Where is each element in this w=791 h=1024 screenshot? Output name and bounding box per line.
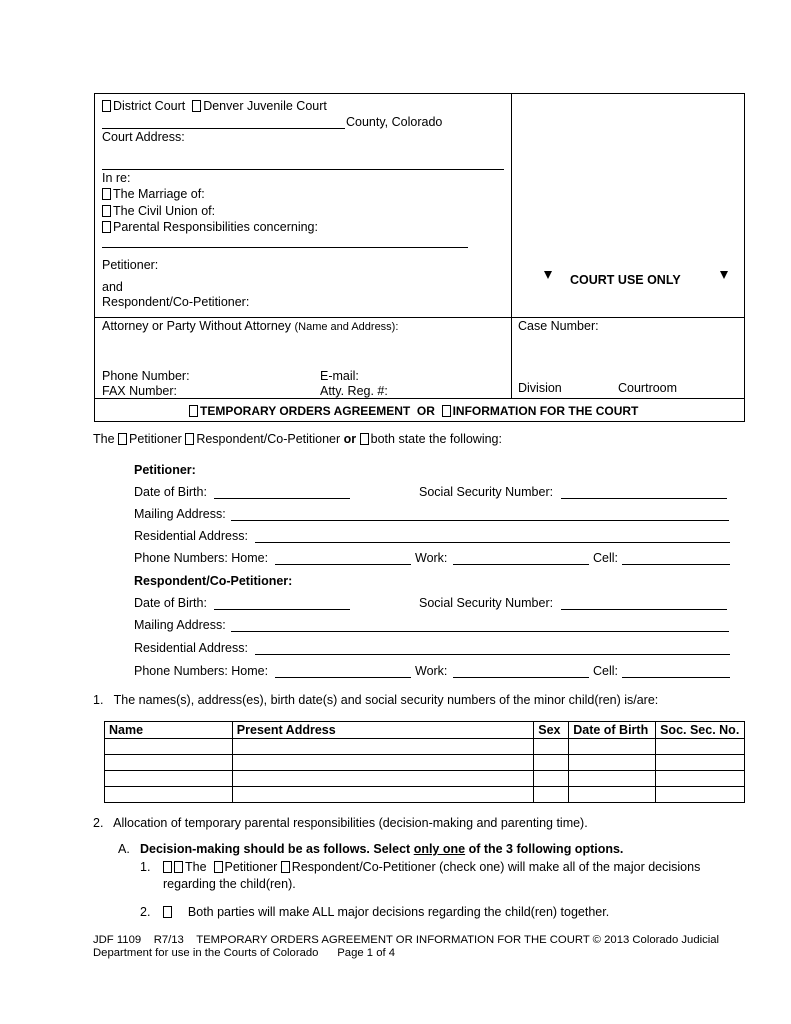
respondent-cell-label: Cell: (593, 664, 619, 678)
respondent-heading: Respondent/Co-Petitioner: (134, 574, 293, 588)
intro-or: or (343, 432, 357, 446)
intro-line (93, 432, 502, 446)
petitioner-phone-home-label: Phone Numbers: Home: (134, 551, 269, 565)
parental-label: Parental Responsibilities concerning: (113, 220, 318, 234)
court-address-blank[interactable] (102, 169, 504, 170)
petitioner-heading: Petitioner: (134, 463, 196, 477)
option-1-petitioner: Petitioner (224, 860, 278, 874)
attorney-label-line (102, 319, 398, 333)
item-2-text: 2. Allocation of temporary parental responsibilities (decision-making and parenting time). (93, 816, 588, 830)
caption-divider-title (94, 398, 745, 399)
intro-both: both state the following: (370, 432, 502, 446)
item-a-text-post: of the 3 following options. (465, 842, 624, 856)
table-cell[interactable] (232, 771, 533, 787)
option-2-text: Both parties will make ALL major decisions regarding the child(ren) together. (187, 905, 610, 919)
footer-line-2: Department for use in the Courts of Colorado Page 1 of 4 (93, 947, 396, 959)
intro-respondent-checkbox[interactable] (185, 433, 194, 445)
county-label: County, Colorado (346, 115, 443, 129)
table-cell[interactable] (232, 787, 533, 803)
atty-reg-label: Atty. Reg. #: (320, 384, 388, 398)
email-label: E-mail: (320, 369, 359, 383)
table-cell[interactable] (105, 771, 233, 787)
marriage-label: The Marriage of: (113, 187, 205, 201)
petitioner-cell-label: Cell: (593, 551, 619, 565)
table-cell[interactable] (105, 739, 233, 755)
item-a-text-underlined: only one (413, 842, 466, 856)
petitioner-ssn-label: Social Security Number: (419, 485, 554, 499)
case-number-label: Case Number: (518, 319, 599, 333)
petitioner-mailing-field[interactable] (231, 520, 729, 521)
intro-petitioner-checkbox[interactable] (118, 433, 127, 445)
option-1-petitioner-checkbox[interactable] (214, 861, 223, 873)
title-agreement: TEMPORARY ORDERS AGREEMENT (200, 404, 411, 418)
phone-label: Phone Number: (102, 369, 190, 383)
petitioner-ssn-field[interactable] (561, 498, 727, 499)
respondent-work-field[interactable] (453, 677, 589, 678)
children-table (104, 721, 745, 803)
table-cell[interactable] (656, 755, 745, 771)
intro-respondent: Respondent/Co-Petitioner (196, 432, 341, 446)
table-cell[interactable] (232, 739, 533, 755)
courtroom-label: Courtroom (618, 381, 678, 395)
title-or: OR (416, 404, 435, 418)
caption-box (94, 93, 745, 422)
respondent-residential-field[interactable] (255, 654, 730, 655)
intro-petitioner: Petitioner (129, 432, 182, 446)
respondent-ssn-field[interactable] (561, 609, 727, 610)
parties-blank[interactable] (102, 247, 468, 248)
option-1-checkbox[interactable] (163, 861, 172, 873)
table-cell[interactable] (569, 755, 656, 771)
option-1-rest: Respondent/Co-Petitioner (check one) will make all of the major decisions (291, 860, 701, 874)
respondent-work-label: Work: (415, 664, 448, 678)
arrow-down-icon-left (544, 271, 552, 279)
intro-the: The (93, 432, 115, 446)
court-type-line (102, 99, 327, 113)
petitioner-residential-label: Residential Address: (134, 529, 248, 543)
attorney-label: Attorney or Party Without Attorney (102, 319, 291, 333)
col-address-header: Present Address (232, 722, 533, 739)
table-cell[interactable] (534, 755, 569, 771)
table-row (105, 771, 745, 787)
col-dob-header: Date of Birth (569, 722, 656, 739)
information-checkbox[interactable] (442, 405, 451, 417)
county-blank[interactable] (102, 128, 345, 129)
children-table-header (105, 722, 745, 739)
respondent-dob-label: Date of Birth: (134, 596, 207, 610)
option-2-checkbox[interactable] (163, 906, 172, 918)
arrow-down-icon-right (720, 271, 728, 279)
petitioner-phone-home-field[interactable] (275, 564, 411, 565)
respondent-phone-home-label: Phone Numbers: Home: (134, 664, 269, 678)
respondent-caption-label: Respondent/Co-Petitioner: (102, 295, 250, 309)
court-address-label: Court Address: (102, 130, 185, 144)
petitioner-cell-field[interactable] (622, 564, 730, 565)
civil-union-checkbox[interactable] (102, 205, 111, 217)
denver-juvenile-label: Denver Juvenile Court (203, 99, 327, 113)
in-re-label: In re: (102, 171, 131, 185)
petitioner-mailing-label: Mailing Address: (134, 507, 226, 521)
petitioner-dob-label: Date of Birth: (134, 485, 207, 499)
caption-divider-horizontal (94, 317, 745, 318)
parental-option (102, 220, 318, 234)
district-court-checkbox[interactable] (102, 100, 111, 112)
option-1-cont: regarding the child(ren). (163, 877, 296, 891)
table-cell[interactable] (569, 771, 656, 787)
form-title (189, 404, 638, 418)
respondent-mailing-field[interactable] (231, 631, 729, 632)
petitioner-residential-field[interactable] (255, 542, 730, 543)
respondent-residential-label: Residential Address: (134, 641, 248, 655)
respondent-dob-field[interactable] (214, 609, 350, 610)
item-a-text-pre: Decision-making should be as follows. Select (140, 842, 414, 856)
table-cell[interactable] (105, 787, 233, 803)
table-cell[interactable] (656, 771, 745, 787)
civil-union-label: The Civil Union of: (113, 204, 216, 218)
caption-divider-vertical (511, 93, 512, 399)
petitioner-dob-field[interactable] (214, 498, 350, 499)
petitioner-work-field[interactable] (453, 564, 589, 565)
option-1-checkbox-2[interactable] (174, 861, 183, 873)
table-cell[interactable] (232, 755, 533, 771)
agreement-checkbox[interactable] (189, 405, 198, 417)
table-cell[interactable] (569, 739, 656, 755)
col-ssn-header: Soc. Sec. No. (656, 722, 745, 739)
item-a-letter: A. (118, 842, 130, 856)
table-cell[interactable] (105, 755, 233, 771)
denver-juvenile-checkbox[interactable] (192, 100, 201, 112)
respondent-ssn-label: Social Security Number: (419, 596, 554, 610)
table-row (105, 787, 745, 803)
option-1-respondent-checkbox[interactable] (281, 861, 290, 873)
respondent-mailing-label: Mailing Address: (134, 618, 226, 632)
petitioner-caption-label: Petitioner: (102, 258, 159, 272)
table-cell[interactable] (534, 739, 569, 755)
table-cell[interactable] (534, 771, 569, 787)
item-a-text (140, 842, 623, 856)
table-row (105, 755, 745, 771)
table-cell[interactable] (656, 787, 745, 803)
and-label: and (102, 280, 123, 294)
title-information: INFORMATION FOR THE COURT (452, 404, 639, 418)
parental-checkbox[interactable] (102, 221, 111, 233)
option-2-line (163, 905, 609, 919)
footer-line-1: JDF 1109 R7/13 TEMPORARY ORDERS AGREEMENT OR INFORMATION FOR THE COURT © 2013 Colorado Judicial (93, 934, 720, 946)
table-cell[interactable] (569, 787, 656, 803)
option-1-the: The (185, 860, 207, 874)
division-label: Division (518, 381, 562, 395)
item-1-text: 1. The names(s), address(es), birth date(s) and social security numbers of the minor child(ren) is/are: (93, 693, 659, 707)
option-2-num: 2. (140, 905, 151, 919)
option-1-line (163, 860, 745, 874)
option-1-num: 1. (140, 860, 151, 874)
district-court-label: District Court (113, 99, 186, 113)
intro-both-checkbox[interactable] (360, 433, 369, 445)
petitioner-work-label: Work: (415, 551, 448, 565)
marriage-checkbox[interactable] (102, 188, 111, 200)
table-cell[interactable] (656, 739, 745, 755)
civil-union-option (102, 204, 215, 218)
table-cell[interactable] (534, 787, 569, 803)
court-use-only-label: COURT USE ONLY (570, 273, 681, 287)
attorney-note: (Name and Address): (294, 321, 399, 333)
col-name-header: Name (105, 722, 233, 739)
fax-label: FAX Number: (102, 384, 178, 398)
col-sex-header: Sex (534, 722, 569, 739)
respondent-phone-home-field[interactable] (275, 677, 411, 678)
marriage-option (102, 187, 205, 201)
respondent-cell-field[interactable] (622, 677, 730, 678)
option-1-left (163, 860, 700, 874)
table-row (105, 739, 745, 755)
